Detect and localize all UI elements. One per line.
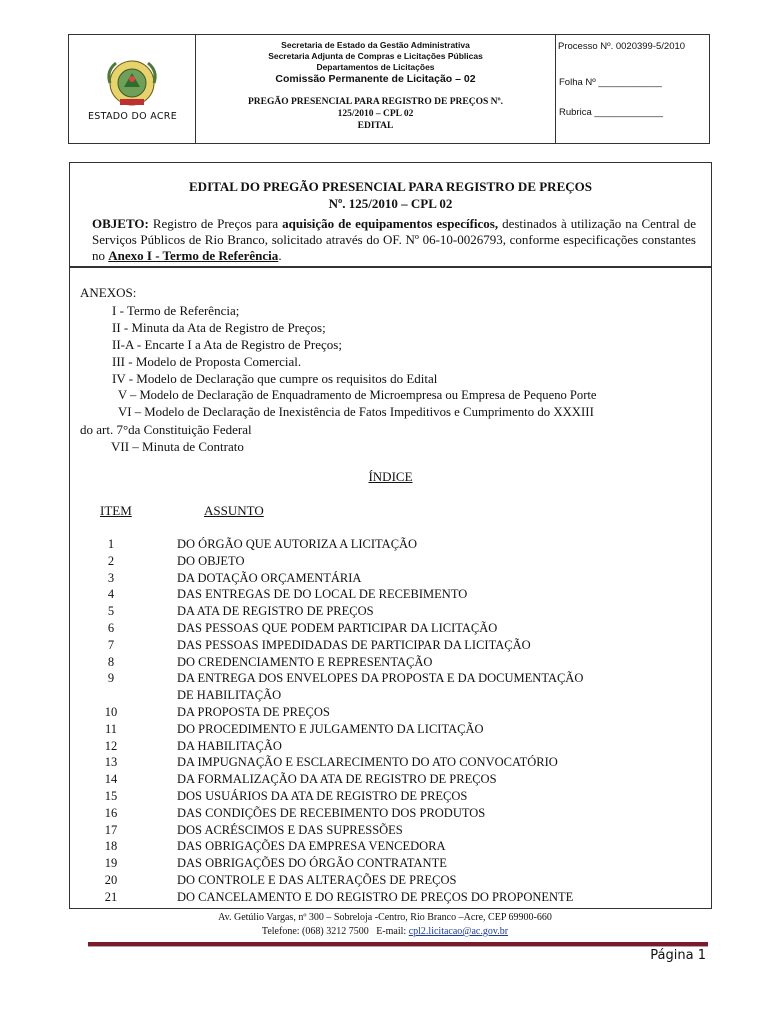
logo-cell bbox=[69, 35, 196, 143]
objeto-label: OBJETO: bbox=[92, 216, 149, 231]
indice-item-number: 13 bbox=[104, 755, 118, 770]
indice-item-title: DE HABILITAÇÃO bbox=[177, 688, 282, 703]
indice-item-title: DO OBJETO bbox=[177, 553, 245, 568]
indice-item-number: 11 bbox=[104, 721, 118, 736]
footer-address: Av. Getúlio Vargas, nº 300 – Sobreloja -Centro, Rio Branco –Acre, CEP 69900-660 bbox=[218, 912, 552, 923]
header-titles bbox=[196, 35, 556, 143]
indice-heading: ÍNDICE bbox=[368, 469, 413, 484]
indice-item-title: DO PROCEDIMENTO E JULGAMENTO DA LICITAÇÃO bbox=[177, 721, 484, 736]
edital-title: EDITAL DO PREGÃO PRESENCIAL PARA REGISTRO DE PREÇOS bbox=[189, 179, 592, 194]
indice-item-number: 10 bbox=[104, 705, 118, 719]
indice-item-number: 7 bbox=[107, 637, 115, 652]
indice-item-number: 12 bbox=[104, 738, 118, 753]
anexo-item: VI – Modelo de Declaração de Inexistência de Fatos Impeditivos e Cumprimento do XXXIII bbox=[118, 405, 594, 419]
anexos-heading: ANEXOS: bbox=[80, 285, 137, 300]
anexo-item: III - Modelo de Proposta Comercial. bbox=[112, 354, 302, 369]
indice-item-title: DO ÓRGÃO QUE AUTORIZA A LICITAÇÃO bbox=[177, 537, 418, 551]
indice-item-title: DA HABILITAÇÃO bbox=[177, 738, 282, 753]
indice-item-title: DO CONTROLE E DAS ALTERAÇÕES DE PREÇOS bbox=[177, 873, 457, 887]
indice-item-title: DA FORMALIZAÇÃO DA ATA DE REGISTRO DE PREÇOS bbox=[177, 772, 497, 787]
indice-item-number: 20 bbox=[104, 873, 118, 887]
objeto-text-b: destinados à utilização na Central de Serviços Públicos de Rio Branco, solicitado através do OF. Nº 06-10-0026793, conforme especificações constantes no bbox=[92, 216, 696, 263]
objeto-paragraph bbox=[92, 216, 696, 264]
pregao-line-2: 125/2010 – CPL 02 bbox=[337, 109, 414, 119]
secretaria-label: Secretaria de Estado da Gestão Administrativa bbox=[281, 40, 470, 50]
footer-email-label: E-mail: bbox=[376, 926, 407, 937]
column-header-item: ITEM bbox=[100, 503, 132, 518]
pregao-line-3: EDITAL bbox=[357, 121, 394, 131]
secretaria-adjunta-label: Secretaria Adjunta de Compras e Licitações Públicas bbox=[268, 51, 483, 61]
indice-item-number: 14 bbox=[104, 772, 118, 787]
indice-item-number: 9 bbox=[107, 671, 115, 686]
anexo-item: II - Minuta da Ata de Registro de Preços; bbox=[112, 320, 326, 335]
indice-item-number: 8 bbox=[107, 654, 115, 669]
edital-number: Nº. 125/2010 – CPL 02 bbox=[328, 196, 453, 211]
indice-item-number: 19 bbox=[104, 856, 118, 871]
indice-item-title: DA PROPOSTA DE PREÇOS bbox=[177, 705, 330, 719]
indice-item-title: DAS ENTREGAS DE DO LOCAL DE RECEBIMENTO bbox=[177, 587, 468, 602]
indice-item-title: DOS USUÁRIOS DA ATA DE REGISTRO DE PREÇOS bbox=[177, 789, 468, 803]
page-number: Página 1 bbox=[650, 948, 706, 963]
state-label: ESTADO DO ACRE bbox=[88, 111, 177, 122]
process-cell bbox=[556, 35, 709, 143]
indice-item-title: DAS OBRIGAÇÕES DO ÓRGÃO CONTRATANTE bbox=[177, 856, 447, 871]
folha-field: Folha Nº ____________ bbox=[559, 77, 662, 88]
document-header bbox=[68, 34, 710, 144]
acre-coat-of-arms-icon bbox=[102, 53, 162, 113]
indice-item-title: DA ENTREGA DOS ENVELOPES DA PROPOSTA E DA DOCUMENTAÇÃO bbox=[177, 671, 584, 686]
indice-item-number: 5 bbox=[107, 604, 115, 619]
processo-number: Processo Nº. 0020399-5/2010 bbox=[558, 41, 686, 52]
anexo-i-reference: Anexo I - Termo de Referência bbox=[108, 248, 279, 263]
indice-item-number: 15 bbox=[104, 789, 118, 803]
footer-phone: Telefone: (068) 3212 7500 bbox=[261, 926, 369, 937]
footer-email-link[interactable]: cpl2.licitacao@ac.gov.br bbox=[408, 926, 509, 937]
anexo-item: do art. 7°da Constituição Federal bbox=[80, 422, 252, 437]
indice-item-title: DAS PESSOAS IMPEDIDADAS DE PARTICIPAR DA LICITAÇÃO bbox=[177, 637, 531, 652]
anexo-item: IV - Modelo de Declaração que cumpre os requisitos do Edital bbox=[112, 371, 438, 386]
edital-title-box bbox=[69, 162, 712, 268]
anexo-item: II-A - Encarte I a Ata de Registro de Preços; bbox=[112, 337, 342, 352]
indice-item-title: DAS OBRIGAÇÕES DA EMPRESA VENCEDORA bbox=[177, 839, 446, 854]
comissao-label: Comissão Permanente de Licitação – 02 bbox=[275, 73, 476, 85]
indice-item-title: DO CREDENCIAMENTO E REPRESENTAÇÃO bbox=[177, 654, 433, 669]
indice-item-title: DAS CONDIÇÕES DE RECEBIMENTO DOS PRODUTOS bbox=[177, 805, 486, 820]
indice-item-number: 2 bbox=[107, 553, 115, 568]
indice-item-title: DA IMPUGNAÇÃO E ESCLARECIMENTO DO ATO CONVOCATÓRIO bbox=[177, 755, 558, 770]
indice-item-title: DOS ACRÉSCIMOS E DAS SUPRESSÕES bbox=[177, 822, 403, 837]
objeto-text-a: Registro de Preços para bbox=[148, 216, 283, 231]
indice-item-number: 3 bbox=[107, 570, 115, 585]
indice-item-number: 1 bbox=[107, 537, 115, 551]
pregao-line-1: PREGÃO PRESENCIAL PARA REGISTRO DE PREÇOS Nº. bbox=[247, 97, 503, 107]
indice-item-number: 4 bbox=[107, 587, 115, 602]
anexo-item: V – Modelo de Declaração de Enquadramento de Microempresa ou Empresa de Pequeno Porte bbox=[118, 388, 597, 402]
anexo-item: I - Termo de Referência; bbox=[112, 303, 240, 318]
anexo-item: VII – Minuta de Contrato bbox=[111, 439, 244, 454]
footer-rule-shadow bbox=[88, 946, 708, 947]
indice-item-number: 18 bbox=[104, 839, 118, 854]
indice-item-number: 16 bbox=[104, 805, 118, 820]
indice-item-number: 6 bbox=[107, 621, 115, 635]
column-header-assunto: ASSUNTO bbox=[204, 503, 264, 518]
indice-item-number: 21 bbox=[104, 889, 118, 904]
anexos-indice-box bbox=[69, 266, 712, 909]
objeto-text-c: . bbox=[278, 248, 282, 263]
rubrica-field: Rubrica _____________ bbox=[559, 107, 664, 118]
indice-item-number: 17 bbox=[104, 822, 118, 837]
objeto-bold: aquisição de equipamentos específicos, bbox=[282, 216, 499, 231]
footer-contact bbox=[0, 926, 770, 937]
indice-item-title: DO CANCELAMENTO E DO REGISTRO DE PREÇOS DO PROPONENTE bbox=[177, 889, 574, 904]
indice-item-title: DA DOTAÇÃO ORÇAMENTÁRIA bbox=[177, 570, 362, 585]
indice-item-title: DA ATA DE REGISTRO DE PREÇOS bbox=[177, 604, 374, 619]
departamento-label: Departamentos de Licitações bbox=[316, 62, 435, 72]
indice-item-title: DAS PESSOAS QUE PODEM PARTICIPAR DA LICITAÇÃO bbox=[177, 621, 498, 635]
